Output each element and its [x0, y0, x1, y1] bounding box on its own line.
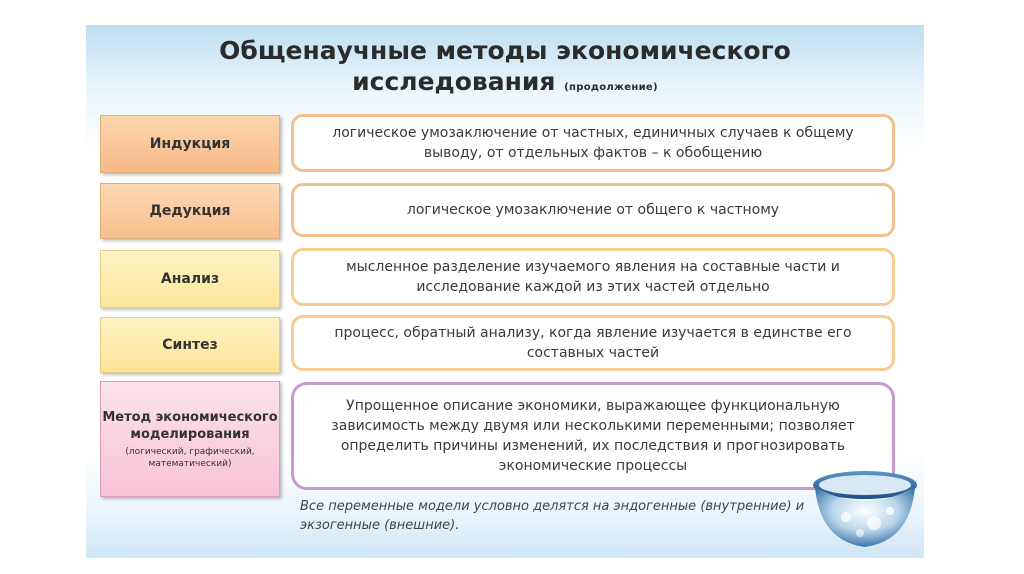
method-name: Дедукция: [149, 203, 231, 219]
title-line-2: [86, 66, 924, 103]
description-text: Упрощенное описание экономики, выражающее функциональную зависимость между двумя или несколькими переменными; позволяет определить причины изменений, их последствия и прогнозировать экономические процессы: [331, 398, 855, 474]
title-line-1: Общенаучные методы экономического: [219, 36, 791, 65]
slide-title: [86, 35, 924, 103]
description-text: логическое умозаключение от общего к частному: [406, 202, 780, 218]
globe-bowl-icon: [810, 461, 920, 553]
method-note: (логический, графический, математический): [125, 446, 255, 469]
slide: [86, 25, 924, 558]
title-word: исследования: [352, 67, 556, 96]
method-description-induction: [291, 114, 895, 172]
method-name: Анализ: [160, 271, 220, 287]
description-text: процесс, обратный анализу, когда явление изучается в единстве его составных частей: [334, 325, 852, 361]
method-label-induction: [100, 115, 280, 173]
description-text: мысленное разделение изучаемого явления на составные части и исследование каждой из этих частей отдельно: [346, 259, 840, 295]
method-label-deduction: [100, 183, 280, 239]
method-name: Индукция: [149, 136, 231, 152]
description-text: логическое умозаключение от частных, единичных случаев к общему выводу, от отдельных фактов – к обобщению: [332, 125, 854, 161]
method-description-modeling: [291, 382, 895, 490]
method-name: Метод экономического моделирования: [102, 409, 278, 442]
title-note: (продолжение): [564, 82, 658, 93]
footnote: Все переменные модели условно делятся на эндогенные (внутренние) и экзогенные (внешние).: [300, 499, 805, 533]
method-description-synthesis: [291, 315, 895, 371]
method-label-synthesis: [100, 317, 280, 373]
method-description-analysis: [291, 248, 895, 306]
method-name: Синтез: [162, 337, 218, 353]
method-description-deduction: [291, 183, 895, 237]
method-label-modeling: [100, 381, 280, 497]
method-label-analysis: [100, 250, 280, 308]
